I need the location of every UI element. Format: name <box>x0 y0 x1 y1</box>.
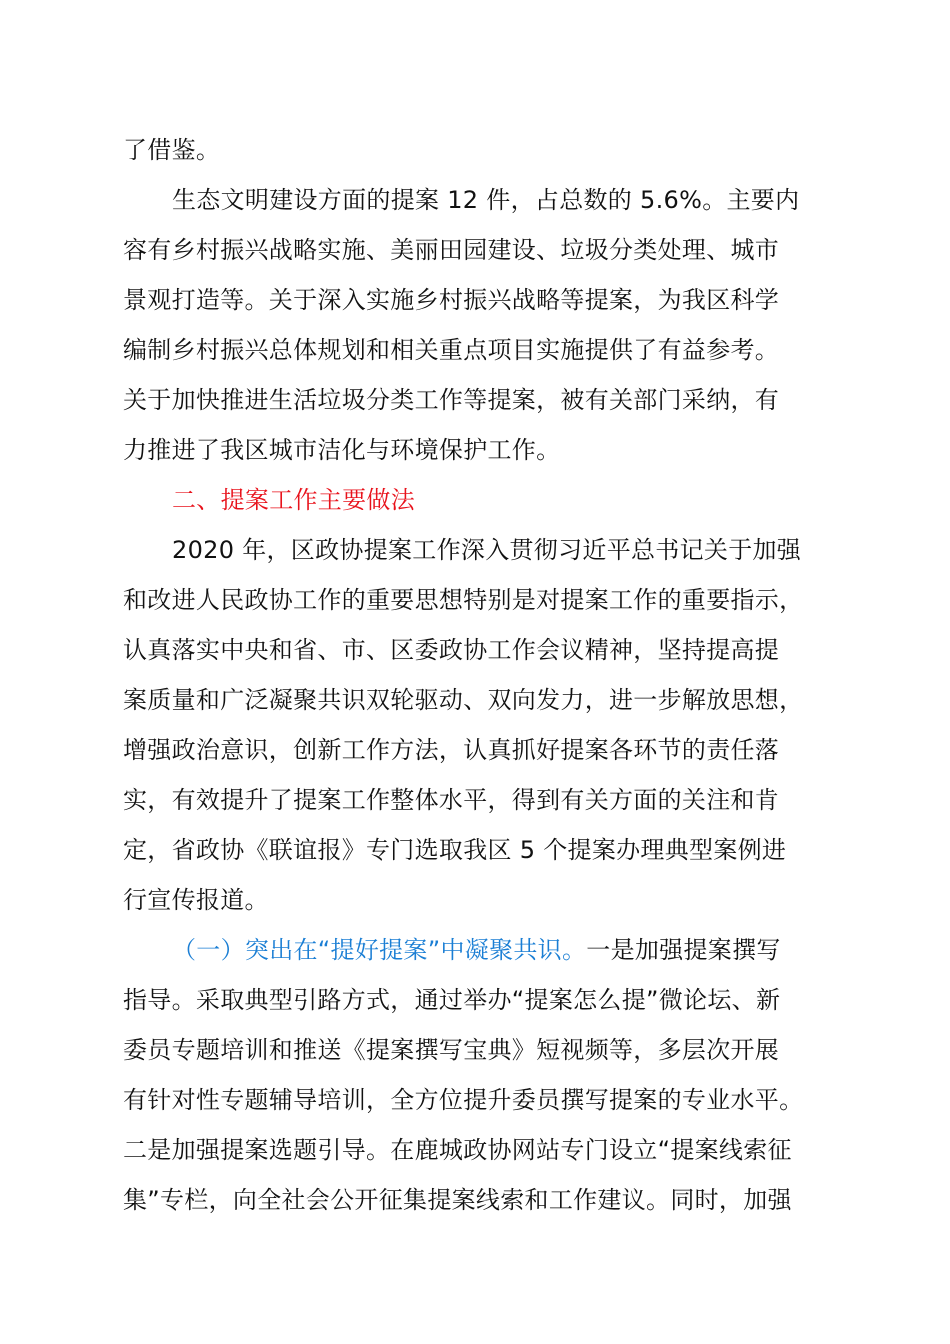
paragraph-line: 编制乡村振兴总体规划和相关重点项目实施提供了有益参考。 <box>123 336 780 364</box>
paragraph-line: 认真落实中央和省、市、区委政协工作会议精神，坚持提高提 <box>123 636 780 664</box>
paragraph-line: 和改进人民政协工作的重要思想特别是对提案工作的重要指示， <box>123 586 804 614</box>
paragraph-line: 有针对性专题辅导培训，全方位提升委员撰写提案的专业水平。 <box>123 1086 804 1114</box>
paragraph-line: 指导。采取典型引路方式，通过举办“提案怎么提”微论坛、新 <box>123 986 781 1014</box>
paragraph-line: 容有乡村振兴战略实施、美丽田园建设、垃圾分类处理、城市 <box>123 236 780 264</box>
paragraph-line: 委员专题培训和推送《提案撰写宝典》短视频等，多层次开展 <box>123 1036 780 1064</box>
paragraph-line: 力推进了我区城市洁化与环境保护工作。 <box>123 436 561 464</box>
paragraph-line: 关于加快推进生活垃圾分类工作等提案，被有关部门采纳，有 <box>123 386 780 414</box>
paragraph-line: 生态文明建设方面的提案 12 件，占总数的 5.6%。主要内 <box>172 186 800 214</box>
paragraph-line: 增强政治意识，创新工作方法，认真抓好提案各环节的责任落 <box>123 736 780 764</box>
paragraph-line: 了借鉴。 <box>123 136 221 164</box>
paragraph-line: 定，省政协《联谊报》专门选取我区 5 个提案办理典型案例进 <box>123 836 787 864</box>
paragraph-line: 集”专栏，向全社会公开征集提案线索和工作建议。同时，加强 <box>123 1186 792 1214</box>
paragraph-text: 一是加强提案撰写 <box>586 936 781 964</box>
paragraph-line <box>172 934 950 966</box>
paragraph-line: 案质量和广泛凝聚共识双轮驱动、双向发力，进一步解放思想， <box>123 686 804 714</box>
paragraph-line: 景观打造等。关于深入实施乡村振兴战略等提案，为我区科学 <box>123 286 780 314</box>
paragraph-line: 二是加强提案选题引导。在鹿城政协网站专门设立“提案线索征 <box>123 1136 792 1164</box>
subsection-heading: （一）突出在“提好提案”中凝聚共识。 <box>172 936 587 964</box>
paragraph-line: 行宣传报道。 <box>123 886 269 914</box>
paragraph-line: 实，有效提升了提案工作整体水平，得到有关方面的关注和肯 <box>123 786 780 814</box>
section-heading: 二、提案工作主要做法 <box>172 486 415 514</box>
paragraph-line: 2020 年，区政协提案工作深入贯彻习近平总书记关于加强 <box>172 536 802 564</box>
